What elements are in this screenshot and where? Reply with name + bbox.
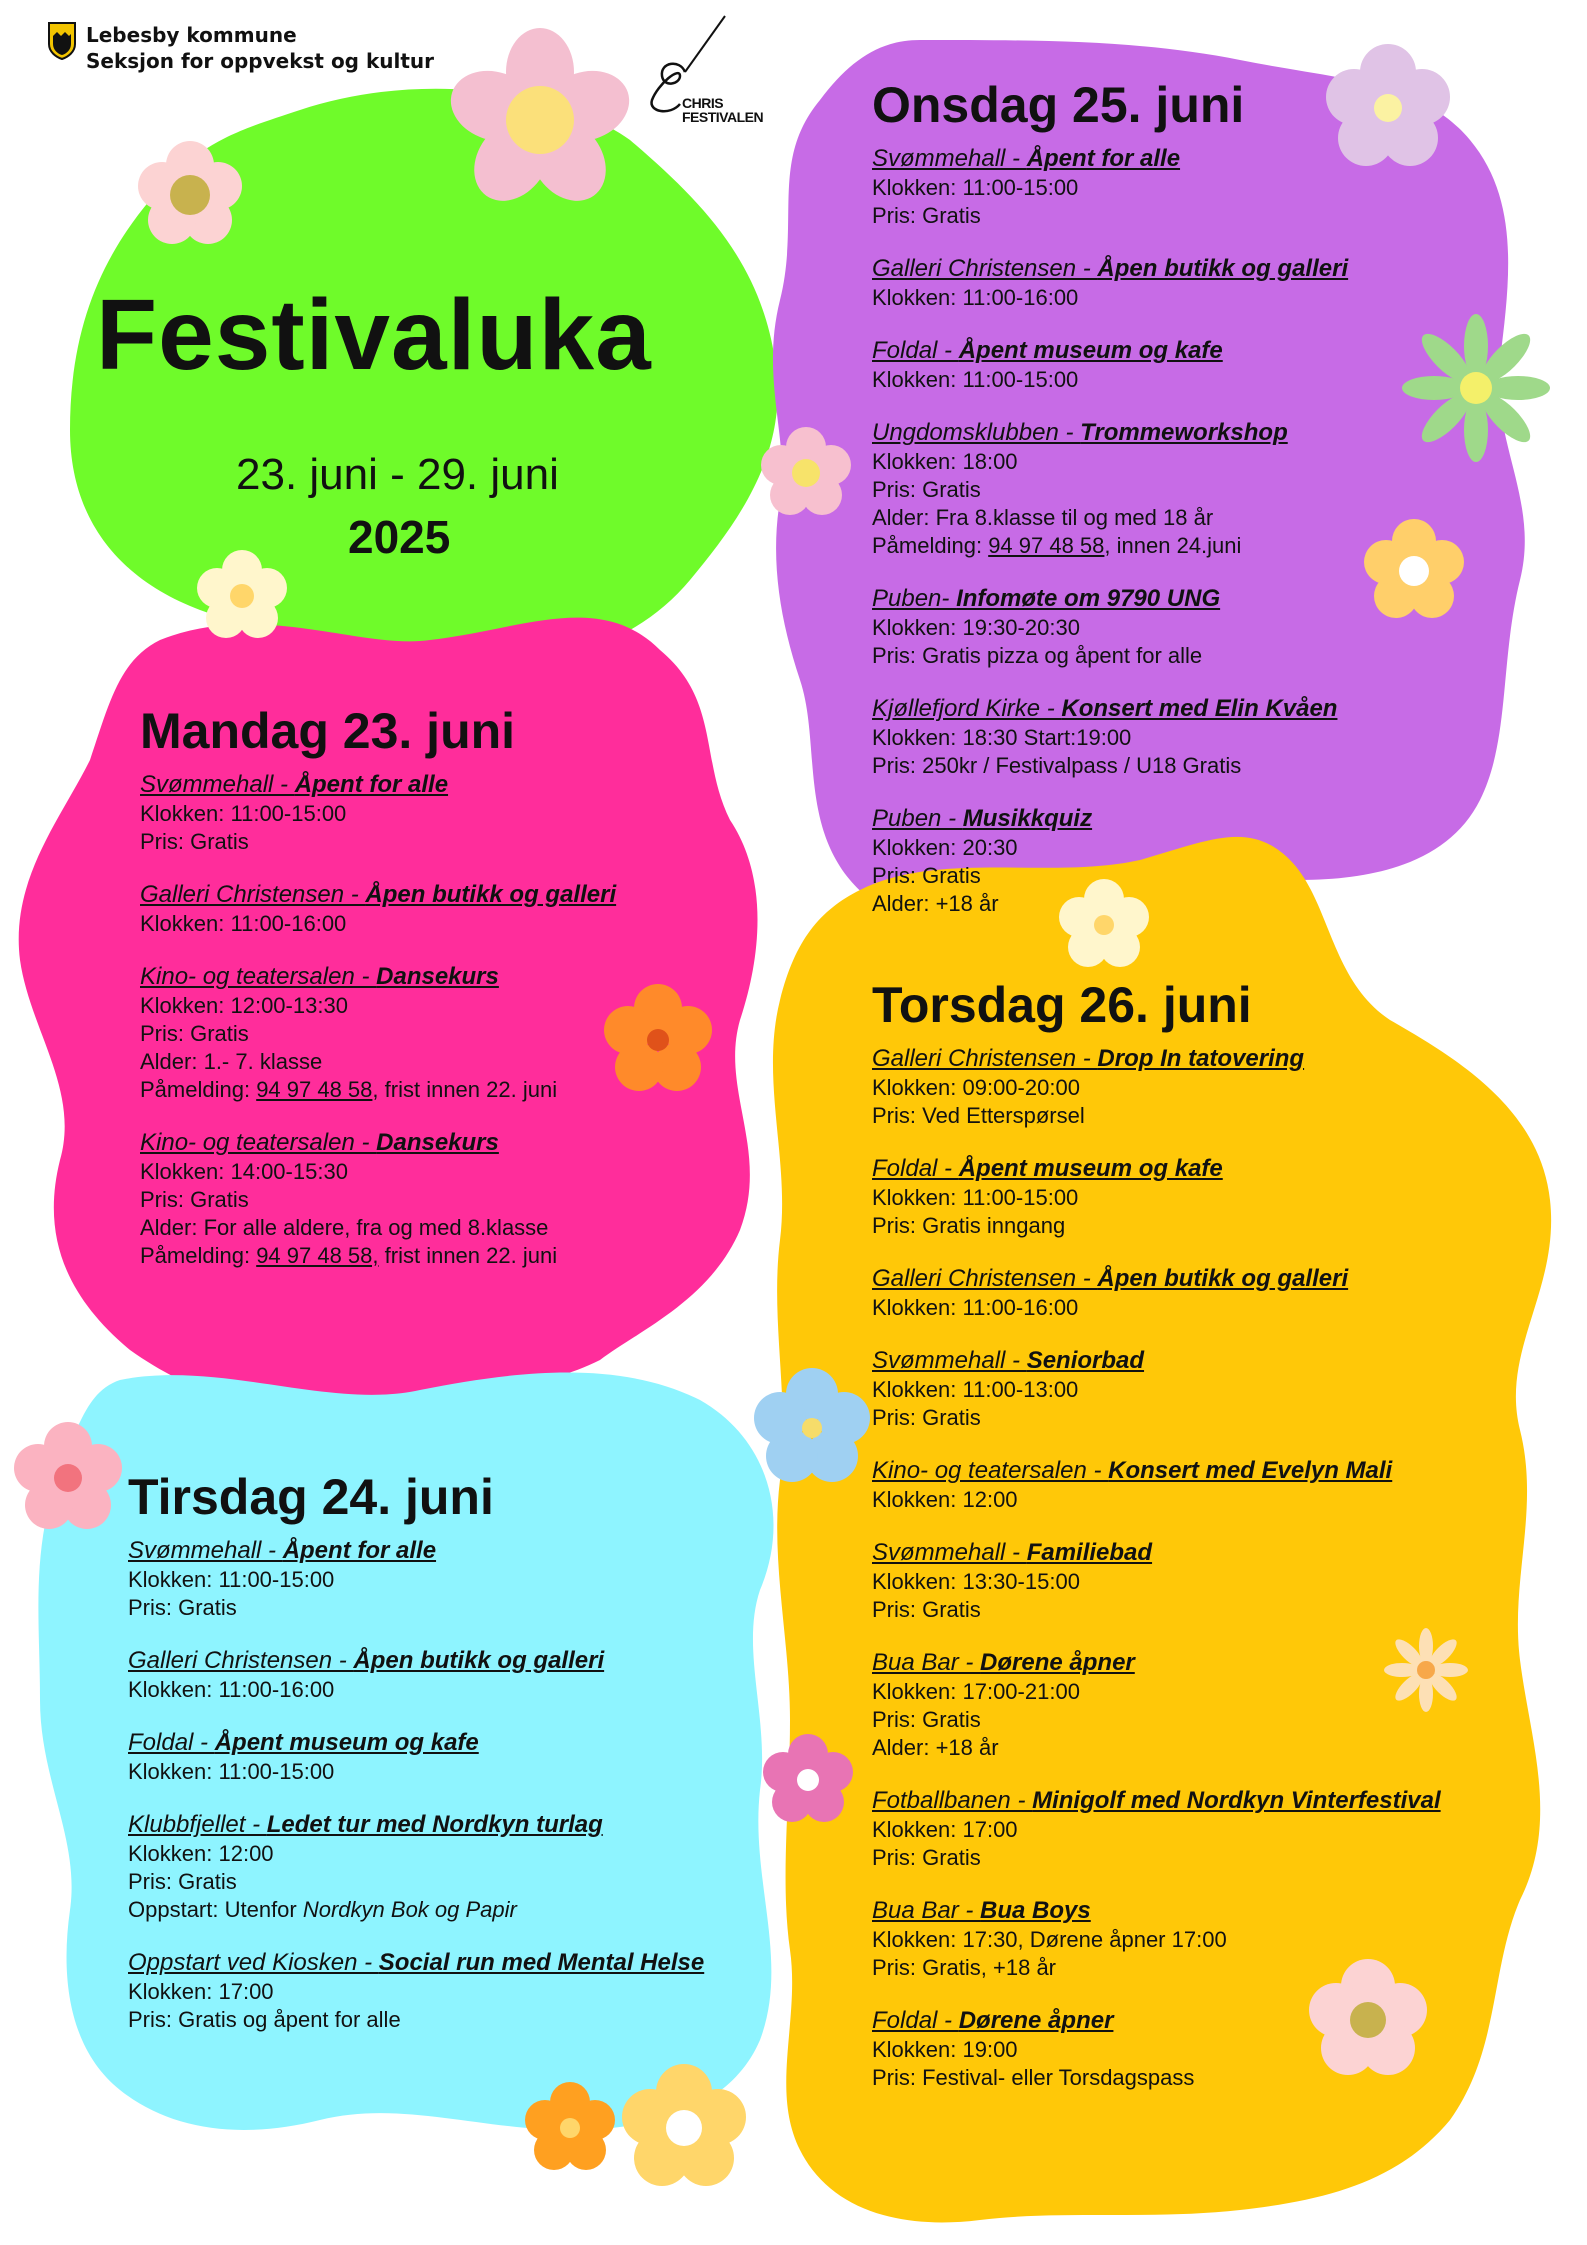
event-title xyxy=(128,1810,768,1840)
event-title xyxy=(140,962,700,992)
event-name: Åpen butikk og galleri xyxy=(365,881,617,908)
event-title xyxy=(872,418,1492,448)
event-location: Puben - xyxy=(872,805,963,832)
day-section-onsdag xyxy=(872,76,1492,942)
event-detail: Pris: Ved Etterspørsel xyxy=(872,1103,1085,1128)
event-start-location: Oppstart: Utenfor Nordkyn Bok og Papir xyxy=(128,1897,517,1922)
event-detail: Pris: Gratis xyxy=(872,1845,981,1870)
event-detail: Pris: Gratis og åpent for alle xyxy=(128,2007,401,2032)
event-detail: Klokken: 17:30, Dørene åpner 17:00 xyxy=(872,1927,1227,1952)
event-list xyxy=(128,1536,768,2034)
event-title xyxy=(872,2006,1532,2036)
event-title xyxy=(872,1044,1532,1074)
event-list xyxy=(140,770,700,1270)
event-detail: Pris: Gratis xyxy=(872,1405,981,1430)
phone-link[interactable]: 94 97 48 58 xyxy=(256,1077,373,1102)
event-name: Musikkquiz xyxy=(962,805,1093,832)
event-detail: Klokken: 13:30-15:00 xyxy=(872,1569,1080,1594)
event-detail: Klokken: 17:00 xyxy=(872,1817,1018,1842)
event-location: Kino- og teatersalen - xyxy=(872,1457,1109,1484)
event-item xyxy=(872,804,1492,918)
event-title xyxy=(872,1456,1532,1486)
event-detail: Pris: Gratis xyxy=(128,1595,237,1620)
event-name: Social run med Mental Helse xyxy=(378,1949,705,1976)
event-item xyxy=(128,1728,768,1786)
day-section-tirsdag xyxy=(128,1468,768,2058)
event-name: Ledet tur med Nordkyn turlag xyxy=(266,1811,603,1838)
event-name: Familiebad xyxy=(1026,1539,1153,1566)
event-detail: Klokken: 20:30 xyxy=(872,835,1018,860)
event-title xyxy=(872,1786,1532,1816)
event-location: Foldal - xyxy=(872,337,959,364)
event-detail: Klokken: 18:00 xyxy=(872,449,1018,474)
event-title xyxy=(872,1154,1532,1184)
event-item xyxy=(872,144,1492,230)
event-location: Bua Bar - xyxy=(872,1649,981,1676)
event-detail: Klokken: 17:00 xyxy=(128,1979,274,2004)
event-item xyxy=(140,962,700,1104)
event-name: Åpen butikk og galleri xyxy=(353,1647,605,1674)
event-detail: Klokken: 12:00 xyxy=(872,1487,1018,1512)
event-title xyxy=(140,880,700,910)
event-title xyxy=(872,1648,1532,1678)
org-section: Seksjon for oppvekst og kultur xyxy=(86,49,435,73)
event-name: Åpen butikk og galleri xyxy=(1097,1265,1349,1292)
event-detail: Pris: Gratis xyxy=(140,1021,249,1046)
event-detail: Klokken: 17:00-21:00 xyxy=(872,1679,1080,1704)
event-detail: Pris: Gratis xyxy=(872,1597,981,1622)
event-location: Galleri Christensen - xyxy=(872,255,1098,282)
event-detail: Alder: +18 år xyxy=(872,1735,999,1760)
festival-logo-text: CHRIS FESTIVALEN xyxy=(682,95,764,125)
event-name: Minigolf med Nordkyn Vinterfestival xyxy=(1032,1787,1441,1814)
event-detail: Klokken: 11:00-16:00 xyxy=(872,1295,1079,1320)
event-name: Åpent for alle xyxy=(282,1537,437,1564)
event-item xyxy=(872,694,1492,780)
event-location: Svømmehall - xyxy=(128,1537,283,1564)
event-detail: Klokken: 11:00-15:00 xyxy=(128,1567,335,1592)
event-list xyxy=(872,144,1492,918)
event-detail: Pris: Gratis pizza og åpent for alle xyxy=(872,643,1203,668)
year: 2025 xyxy=(348,511,451,563)
event-location: Foldal - xyxy=(128,1729,215,1756)
event-item xyxy=(872,336,1492,394)
event-detail: Alder: Fra 8.klasse til og med 18 år xyxy=(872,505,1214,530)
event-item xyxy=(140,770,700,856)
event-name: Åpen butikk og galleri xyxy=(1097,255,1349,282)
event-detail: Pris: Festival- eller Torsdagspass xyxy=(872,2065,1195,2090)
event-item xyxy=(872,1044,1532,1130)
event-item xyxy=(140,1128,700,1270)
event-detail: Pris: Gratis xyxy=(872,203,981,228)
event-detail: Pris: Gratis xyxy=(140,1187,249,1212)
event-detail: Pris: Gratis inngang xyxy=(872,1213,1066,1238)
event-location: Foldal - xyxy=(872,1155,959,1182)
event-detail: Pris: Gratis, +18 år xyxy=(872,1955,1057,1980)
phone-link[interactable]: 94 97 48 58, xyxy=(256,1243,379,1268)
event-detail: Klokken: 11:00-15:00 xyxy=(872,1185,1079,1210)
org-name: Lebesby kommune xyxy=(86,23,297,47)
event-location: Fotballbanen - xyxy=(872,1787,1033,1814)
event-location: Puben- xyxy=(872,585,957,612)
event-detail: Pris: Gratis xyxy=(872,477,981,502)
event-item xyxy=(128,1810,768,1924)
event-name: Åpent museum og kafe xyxy=(214,1729,479,1756)
day-heading: Onsdag 25. juni xyxy=(872,77,1245,133)
event-title xyxy=(872,584,1492,614)
event-name: Drop In tatovering xyxy=(1097,1045,1305,1072)
event-title xyxy=(872,1264,1532,1294)
event-location: Klubbfjellet - xyxy=(128,1811,267,1838)
event-location: Oppstart ved Kiosken - xyxy=(128,1949,379,1976)
event-name: Åpent museum og kafe xyxy=(958,337,1223,364)
event-detail: Klokken: 09:00-20:00 xyxy=(872,1075,1080,1100)
event-name: Infomøte om 9790 UNG xyxy=(956,585,1221,612)
event-location: Kino- og teatersalen - xyxy=(140,1129,377,1156)
event-item xyxy=(872,1346,1532,1432)
event-item xyxy=(872,1896,1532,1982)
event-location: Foldal - xyxy=(872,2007,959,2034)
event-name: Seniorbad xyxy=(1026,1347,1145,1374)
event-detail: Alder: 1.- 7. klasse xyxy=(140,1049,323,1074)
event-detail: Pris: Gratis xyxy=(140,829,249,854)
event-title xyxy=(128,1948,768,1978)
event-detail: Klokken: 12:00 xyxy=(128,1841,274,1866)
event-item xyxy=(872,1456,1532,1514)
event-location: Kino- og teatersalen - xyxy=(140,963,377,990)
event-detail: Klokken: 11:00-15:00 xyxy=(140,801,347,826)
event-signup: Påmelding: 94 97 48 58, frist innen 22. juni xyxy=(140,1243,558,1268)
day-heading: Tirsdag 24. juni xyxy=(128,1469,494,1525)
event-detail: Klokken: 14:00-15:30 xyxy=(140,1159,348,1184)
event-detail: Pris: 250kr / Festivalpass / U18 Gratis xyxy=(872,753,1242,778)
event-title xyxy=(872,1346,1532,1376)
event-detail: Klokken: 11:00-16:00 xyxy=(140,911,347,936)
event-detail: Klokken: 12:00-13:30 xyxy=(140,993,348,1018)
event-name: Trommeworkshop xyxy=(1080,419,1288,446)
event-item xyxy=(872,1538,1532,1624)
event-name: Bua Boys xyxy=(980,1897,1091,1924)
event-title xyxy=(872,804,1492,834)
event-item xyxy=(128,1536,768,1622)
event-location: Svømmehall - xyxy=(140,771,295,798)
event-name: Åpent for alle xyxy=(1026,145,1181,172)
event-name: Dansekurs xyxy=(376,1129,499,1156)
event-name: Konsert med Elin Kvåen xyxy=(1061,695,1338,722)
event-item xyxy=(872,1264,1532,1322)
event-detail: Klokken: 11:00-13:00 xyxy=(872,1377,1079,1402)
event-location: Galleri Christensen - xyxy=(140,881,366,908)
event-item xyxy=(872,254,1492,312)
coat-of-arms-icon xyxy=(48,22,76,60)
event-location: Kjøllefjord Kirke - xyxy=(872,695,1062,722)
event-detail: Klokken: 11:00-16:00 xyxy=(872,285,1079,310)
event-item xyxy=(140,880,700,938)
event-item xyxy=(872,584,1492,670)
event-location: Ungdomsklubben - xyxy=(872,419,1081,446)
phone-link[interactable]: 94 97 48 58 xyxy=(988,533,1105,558)
page-title: Festivaluka xyxy=(96,279,652,391)
event-location: Svømmehall - xyxy=(872,1347,1027,1374)
event-detail: Klokken: 19:30-20:30 xyxy=(872,615,1080,640)
event-location: Svømmehall - xyxy=(872,145,1027,172)
event-item xyxy=(128,1948,768,2034)
event-detail: Pris: Gratis xyxy=(872,1707,981,1732)
event-item xyxy=(872,1154,1532,1240)
event-detail: Klokken: 11:00-15:00 xyxy=(128,1759,335,1784)
event-title xyxy=(128,1646,768,1676)
event-detail: Klokken: 18:30 Start:19:00 xyxy=(872,725,1132,750)
event-detail: Alder: For alle aldere, fra og med 8.klasse xyxy=(140,1215,549,1240)
event-detail: Pris: Gratis xyxy=(128,1869,237,1894)
event-title xyxy=(872,336,1492,366)
date-range: 23. juni - 29. juni xyxy=(236,450,559,499)
day-heading: Torsdag 26. juni xyxy=(872,977,1252,1033)
event-location: Galleri Christensen - xyxy=(872,1045,1098,1072)
header-org xyxy=(48,22,434,74)
event-list xyxy=(872,1044,1532,2092)
event-item xyxy=(872,1786,1532,1872)
event-detail: Klokken: 19:00 xyxy=(872,2037,1018,2062)
event-name: Dansekurs xyxy=(376,963,499,990)
day-section-mandag xyxy=(140,702,700,1294)
event-item xyxy=(872,2006,1532,2092)
event-item xyxy=(872,1648,1532,1762)
event-name: Dørene åpner xyxy=(958,2007,1114,2034)
event-name: Konsert med Evelyn Mali xyxy=(1108,1457,1393,1484)
event-detail: Klokken: 11:00-15:00 xyxy=(872,367,1079,392)
event-location: Galleri Christensen - xyxy=(872,1265,1098,1292)
event-detail: Klokken: 11:00-16:00 xyxy=(128,1677,335,1702)
event-title xyxy=(140,770,700,800)
event-signup: Påmelding: 94 97 48 58, frist innen 22. juni xyxy=(140,1077,558,1102)
event-signup: Påmelding: 94 97 48 58, innen 24.juni xyxy=(872,533,1242,558)
event-title xyxy=(872,254,1492,284)
event-location: Bua Bar - xyxy=(872,1897,981,1924)
event-title xyxy=(872,1538,1532,1568)
event-detail: Pris: Gratis xyxy=(872,863,981,888)
event-title xyxy=(128,1536,768,1566)
day-section-torsdag xyxy=(872,976,1532,2116)
event-title xyxy=(872,1896,1532,1926)
event-item xyxy=(128,1646,768,1704)
event-detail: Alder: +18 år xyxy=(872,891,999,916)
event-title xyxy=(872,144,1492,174)
event-name: Åpent museum og kafe xyxy=(958,1155,1223,1182)
event-detail: Klokken: 11:00-15:00 xyxy=(872,175,1079,200)
event-name: Dørene åpner xyxy=(980,1649,1135,1676)
event-location: Svømmehall - xyxy=(872,1539,1027,1566)
event-title xyxy=(140,1128,700,1158)
event-item xyxy=(872,418,1492,560)
event-name: Åpent for alle xyxy=(294,771,449,798)
day-heading: Mandag 23. juni xyxy=(140,703,516,759)
event-location: Galleri Christensen - xyxy=(128,1647,354,1674)
event-title xyxy=(872,694,1492,724)
event-title xyxy=(128,1728,768,1758)
